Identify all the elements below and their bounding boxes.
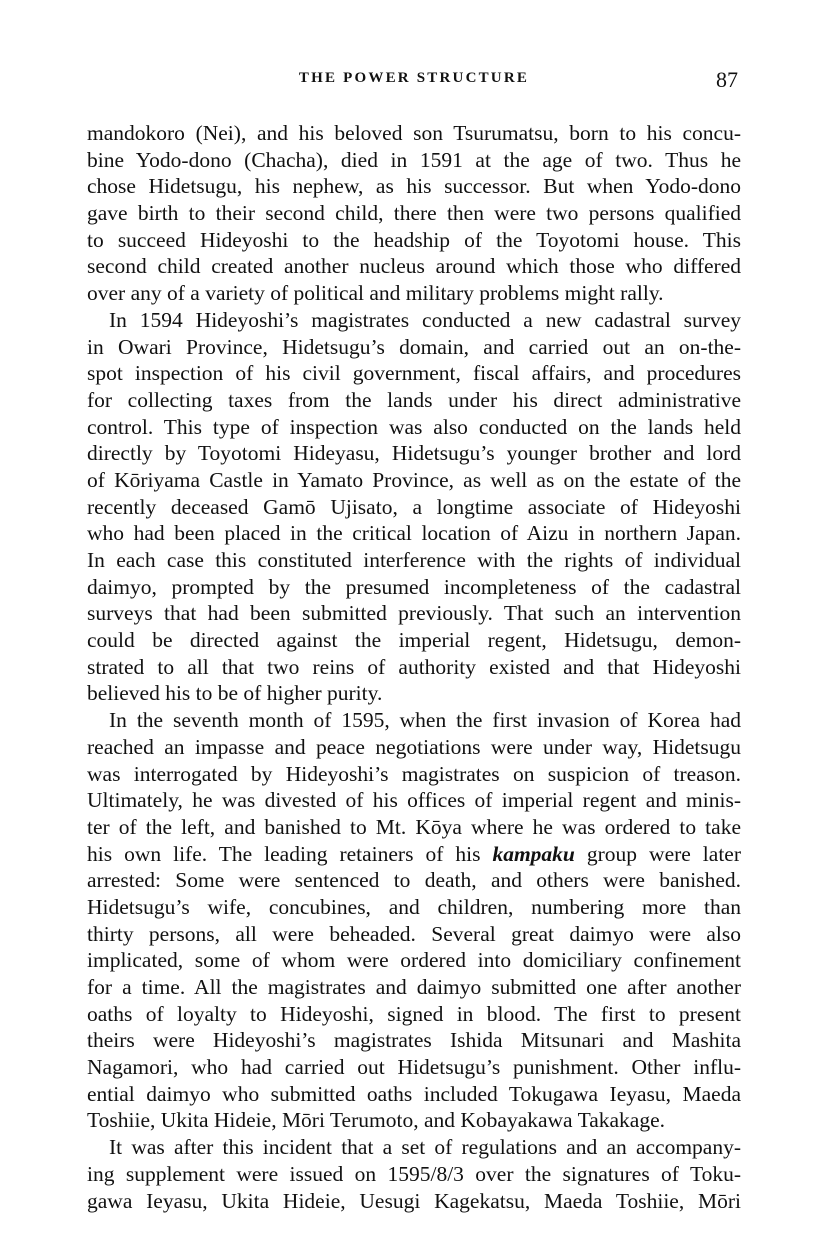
text-line: in Owari Province, Hidetsugu’s domain, and carried out an on-the- xyxy=(87,334,741,359)
text-line: second child created another nucleus around which those who differed xyxy=(87,254,741,279)
text-run: his own life. The leading retainers of his xyxy=(87,841,493,866)
text-line: chose Hidetsugu, his nephew, as his successor. But when Yodo-dono xyxy=(87,174,741,199)
text-line: surveys that had been submitted previously. That such an intervention xyxy=(87,601,741,626)
text-line: was interrogated by Hideyoshi’s magistrates on suspicion of treason. xyxy=(87,761,741,786)
text-line: for collecting taxes from the lands under his direct administrative xyxy=(87,387,741,412)
text-line: strated to all that two reins of authority existed and that Hideyoshi xyxy=(87,654,741,679)
text-line: oaths of loyalty to Hideyoshi, signed in blood. The first to present xyxy=(87,1001,741,1026)
paragraph xyxy=(87,707,741,1134)
text-line: In 1594 Hideyoshi’s magistrates conducted a new cadastral survey xyxy=(109,307,741,332)
text-line: control. This type of inspection was also conducted on the lands held xyxy=(87,414,741,439)
text-line: ter of the left, and banished to Mt. Kōya where he was ordered to take xyxy=(87,814,741,839)
text-line: It was after this incident that a set of regulations and an accompany- xyxy=(109,1135,741,1160)
text-line: In each case this constituted interference with the rights of individual xyxy=(87,548,741,572)
text-line: daimyo, prompted by the presumed incompleteness of the cadastral xyxy=(87,574,741,599)
text-line: arrested: Some were sentenced to death, and others were banished. xyxy=(87,868,741,893)
text-line: Toshiie, Ukita Hideie, Mōri Terumoto, and Kobayakawa Takakage. xyxy=(87,1108,666,1133)
text-line: thirty persons, all were beheaded. Several great daimyo were also xyxy=(87,921,741,946)
text-line: mandokoro (Nei), and his beloved son Tsurumatsu, born to his concu- xyxy=(87,121,741,145)
text-line: Ultimately, he was divested of his offices of imperial regent and minis- xyxy=(87,788,741,813)
running-title: THE POWER STRUCTURE xyxy=(298,70,530,86)
text-line: recently deceased Gamō Ujisato, a longtime associate of Hideyoshi xyxy=(87,494,741,519)
text-line: directly by Toyotomi Hideyasu, Hidetsugu’s younger brother and lord xyxy=(87,441,741,466)
running-head xyxy=(88,67,740,96)
text-line: who had been placed in the critical location of Aizu in northern Japan. xyxy=(87,521,741,546)
italic-term: kampaku xyxy=(492,841,575,866)
text-line: bine Yodo-dono (Chacha), died in 1591 at the age of two. Thus he xyxy=(87,147,741,172)
text-line: to succeed Hideyoshi to the headship of the Toyotomi house. This xyxy=(87,227,741,252)
text-line: Hidetsugu’s wife, concubines, and children, numbering more than xyxy=(87,894,741,919)
paragraph xyxy=(87,1134,741,1214)
text-run: group were later xyxy=(574,841,742,866)
text-line: believed his to be of higher purity. xyxy=(87,681,383,706)
text-line: for a time. All the magistrates and daimyo submitted one after another xyxy=(87,975,741,999)
text-line: Nagamori, who had carried out Hidetsugu’s punishment. Other influ- xyxy=(87,1055,741,1080)
text-line: implicated, some of whom were ordered into domiciliary confinement xyxy=(87,948,741,973)
text-line: In the seventh month of 1595, when the first invasion of Korea had xyxy=(109,708,741,733)
text-line: could be directed against the imperial regent, Hidetsugu, demon- xyxy=(87,628,741,653)
text-line: theirs were Hideyoshi’s magistrates Ishida Mitsunari and Mashita xyxy=(87,1028,741,1053)
paragraph xyxy=(87,307,741,707)
text-line: spot inspection of his civil government, fiscal affairs, and procedures xyxy=(87,361,741,386)
paragraph xyxy=(87,120,741,307)
text-line: reached an impasse and peace negotiations were under way, Hidetsugu xyxy=(87,734,741,759)
text-line xyxy=(87,841,741,868)
text-line: of Kōriyama Castle in Yamato Province, as well as on the estate of the xyxy=(87,467,741,492)
body-text xyxy=(87,120,741,1214)
text-line: ential daimyo who submitted oaths included Tokugawa Ieyasu, Maeda xyxy=(87,1081,741,1106)
text-line: gawa Ieyasu, Ukita Hideie, Uesugi Kagekatsu, Maeda Toshiie, Mōri xyxy=(87,1188,741,1213)
text-line: over any of a variety of political and military problems might rally. xyxy=(87,281,664,306)
text-line: gave birth to their second child, there then were two persons qualified xyxy=(87,201,741,226)
text-line: ing supplement were issued on 1595/8/3 over the signatures of Toku- xyxy=(87,1161,741,1186)
page-number: 87 xyxy=(716,67,738,92)
